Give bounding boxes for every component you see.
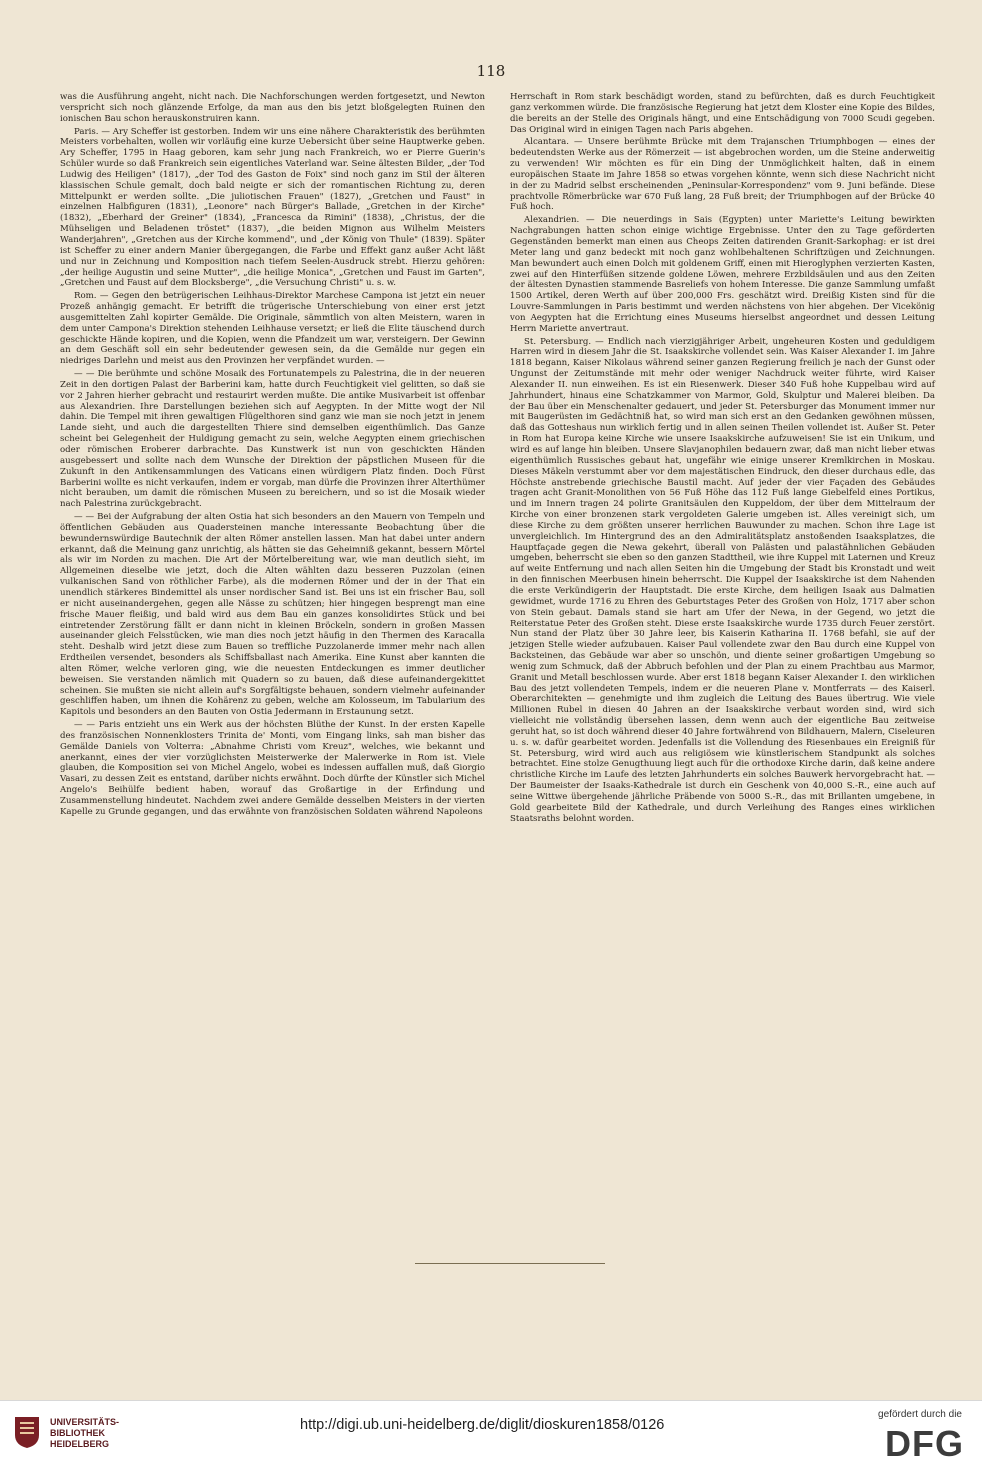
paragraph: St. Petersburg. — Endlich nach vierzigjähriger Arbeit, ungeheuren Kosten und geduldigem Harren wird in diesem Jahr die St. Isaakskirche vollendet sein. Was Kaiser Alexander I. im Jahre 1818 begann, Kaiser Nikolaus während seiner ganzen Regierung freilich je nach der Gunst oder Ungunst der Zeitumstände mit mehr oder weniger Nachdruck weiter führte, wird Kaiser Alexander II. nun einweihen. Es ist ein Riesenwerk. Dieser 340 Fuß hohe Kuppelbau wird auf Jahrhundert, hinaus eine Schatzkammer von Marmor, Gold, Skulptur und Malerei bleiben. Da der Bau über ein Menschenalter gedauert, und jeder St. Petersburger das Monument immer nur mit Baugerüsten im Gedächtniß hat, so wird man sich erst an den Gedanken gewöhnen müssen, daß das Gotteshaus nun wirklich fertig und in allen seinen Theilen vollendet ist. Außer St. Peter in Rom hat Europa keine Kirche wie unsere Isaakskirche aufzuweisen! Sie ist ein Unikum, und wird es auf lange hin bleiben. Unsere Slavjanophilen bedauern zwar, daß man nicht lieber etwas eigenthümlich Russisches gebaut hat, ungefähr wie einige unserer Kremlkirchen in Moskau. Dieses Mäkeln verstummt aber vor dem majestätischen Eindruck, den dieser durchaus edle, das Höchste anstrebende griechische Baustil macht. Auf jeder der vier Façaden des Gebäudes tragen acht Granit-Monolithen von 56 Fuß Höhe das 112 Fuß lange Giebelfeld eines Portikus, und im Innern tragen 24 polirte Granitsäulen den Kuppeldom, der über dem Mittelraum der Kirche von einer bronzenen stark vergoldeten Galerie umgeben ist. Alles vereinigt sich, um diese Kirche zu dem größten unserer herrlichen Bauwunder zu machen. Schon ihre Lage ist unvergleichlich. Im Hintergrund des an den Admiralitätsplatz anstoßenden Isaaksplatzes, die Hauptfaçade gegen die Newa gekehrt, überall von Palästen und palastähnlichen Gebäuden umgeben, beherrscht sie eben so den ganzen Stadttheil, wie ihre Kuppel mit Laternen und Kreuz auf weite Entfernung und nach allen Seiten hin die Umgebung der Stadt bis Kronstadt und weit in den finnischen Meerbusen hinein beherrscht. Die Kuppel der Isaakskirche ist dem Nahenden die erste Verkündigerin der Hauptstadt. Die erste Kirche, dem heiligen Isaak aus Dalmatien gewidmet, wurde 1716 zu Ehren des Geburtstages Peter des Großen von Holz, 1717 aber schon von Stein gebaut. Damals stand sie hart am Ufer der Newa, in der Gegend, wo jetzt die Reiterstatue Peter des Großen steht. Diese erste Isaakskirche wurde 1735 durch Feuer zerstört. Nun stand der Platz über 30 Jahre leer, bis Kaiserin Katharina II. 1768 befahl, sie auf der jetzigen Stelle wieder aufzubauen. Kaiser Paul vollendete zwar den Bau durch eine Kuppel von Backsteinen, das Gebäude war aber so unschön, und diente seiner großartigen Umgebung so wenig zum Schmuck, daß der Abbruch befohlen und der Plan zu einem Prachtbau aus Marmor, Granit und Metall beschlossen wurde. Aber erst 1818 begann Kaiser Alexander I. den wirklichen Bau des jetzt vollendeten Tempels, indem er die neueren Plane v. Montferrats — des Kaiserl. Oberarchitekten — genehmigte und ihm zugleich die Leitung des Baues übertrug. Wie viele Millionen Rubel in diesen 40 Jahren an der Isaakskirche verbaut worden sind, wird sich vielleicht nie vollständig übersehen lassen, denn wenn auch der eigentliche Bau zeitweise geruht hat, so ist doch während dieser 40 Jahre fortwährend von Bildhauern, Malern, Ciseleuren u. s. w. dafür gearbeitet worden. Jedenfalls ist die Vollendung des Riesenbaues ein Ereigniß für St. Petersburg, wird wird auch aus religiösem wie künstlerischem Standpunkt als solches betrachtet. Eine stolze Genugthuung liegt auch für die orthodoxe Kirche darin, daß keine andere christliche Kirche im Laufe des letzten Jahrhunderts ein solches Bauwerk hervorgebracht hat. — Der Baumeister der Isaaks-Kathedrale ist durch ein Geschenk von 40,000 S.-R., eine auch auf seine Wittwe übergehende jährliche Präbende von 5000 S.-R., das mit Brillanten umgebene, in Gold gearbeitete Bild der Kathedrale, und durch Verleihung des Ranges eines wirklichen Staatsraths belohnt worden. [510, 336, 935, 824]
right-column [510, 92, 935, 1072]
library-name-line: HEIDELBERG [50, 1439, 110, 1449]
left-column [60, 92, 485, 1262]
dfg-logo: DFG [885, 1423, 964, 1464]
funding-note: gefördert durch die [878, 1409, 962, 1420]
paragraph: Alcantara. — Unsere berühmte Brücke mit dem Trajanschen Triumphbogen — eines der bedeutendsten Werke aus der Römerzeit — ist abgebrochen worden, um die Steine anderweitig zu verwenden! Wir möchten es für ein Ding der Unmöglichkeit halten, daß in einem europäischen Staate im Jahre 1858 so etwas vorgehen könnte, wenn sich diese Nachricht nicht in der zu Madrid selbst erscheinenden „Peninsular-Korrespondenz" vom 9. Juni befände. Diese prachtvolle Römerbrücke war 670 Fuß lang, 28 Fuß breit; der Triumphbogen auf der Brücke 40 Fuß hoch. [510, 137, 935, 213]
university-seal-icon [12, 1415, 42, 1449]
permalink-url[interactable]: http://digi.ub.uni-heidelberg.de/diglit/dioskuren1858/0126 [300, 1417, 665, 1433]
library-logo-text [50, 1417, 160, 1450]
paragraph: was die Ausführung angeht, nicht nach. Die Nachforschungen werden fortgesetzt, und Newton verspricht sich noch glänzende Erfolge, da man aus den bis jetzt bloßgelegten Ruinen den ionischen Bau schon herauskonstruiren kann. [60, 92, 485, 124]
paragraph: — — Paris entzieht uns ein Werk aus der höchsten Blüthe der Kunst. In der ersten Kapelle des französischen Nonnenklosters Trinita de' Monti, vom Eingang links, sah man bisher das Gemälde Daniels von Volterra: „Abnahme Christi vom Kreuz", welches, wie bekannt und anerkannt, eines der vier vorzüglichsten Meisterwerke der Malerwerke in Rom ist. Viele glauben, die Komposition sei von Michel Angelo, wobei es indessen auffallen muß, daß Giorgio Vasari, zu dessen Zeit es entstand, darüber nichts erwähnt. Doch dürfte der Künstler sich Michel Angelo's Beihülfe bedient haben, worauf das Großartige in der Erfindung und Zusammenstellung hindeutet. Nachdem zwei andere Gemälde desselben Meisters in der vierten Kapelle zu Grunde gegangen, und das erwähnte von französischen Soldaten während Napoleons [60, 720, 485, 817]
library-name-line: BIBLIOTHEK [50, 1428, 105, 1438]
paragraph: Alexandrien. — Die neuerdings in Sais (Egypten) unter Mariette's Leitung bewirkten Nachgrabungen hatten schon einige wichtige Ergebnisse. Unter den zu Tage geförderten Gegenständen bemerkt man einen aus Cheops Zeiten datirenden Granit-Sarkophag: er ist drei Meter lang und ganz bedeckt mit noch ganz wohlbehaltenen Schriftzügen und Zeichnungen. Man bewundert auch einen Dolch mit goldenem Griff, einen mit Hieroglyphen verzierten Kasten, zwei auf den Hinterfüßen sitzende goldene Löwen, mehrere Erzbildsäulen und aus den Zeiten der ältesten Dynastien stammende Basreliefs von hohem Interesse. Die ganze Sammlung umfaßt 1500 Artikel, deren Werth auf über 200,000 Frs. geschätzt wird. Dreißig Kisten sind für die Louvre-Sammlungen in Paris bestimmt und werden nächstens von hier abgehen. Der Vicekönig von Aegypten hat die Errichtung eines Museums hierselbst angeordnet und dessen Leitung Herrn Mariette anvertraut. [510, 215, 935, 334]
paragraph: Herrschaft in Rom stark beschädigt worden, stand zu befürchten, daß es durch Feuchtigkeit ganz verkommen würde. Die französische Regierung hat jetzt dem Kloster eine Kopie des Bildes, die bereits an der Stelle des Originals hängt, und eine Entschädigung von 7000 Scudi gegeben. Das Original wird in einigen Tagen nach Paris abgehen. [510, 92, 935, 135]
paragraph: — — Bei der Aufgrabung der alten Ostia hat sich besonders an den Mauern von Tempeln und öffentlichen Gebäuden aus Quadersteinen manche interessante Beobachtung über die bewundernswürdige Bautechnik der alten Römer anstellen lassen. Man hat dabei unter andern erkannt, daß die Meinung ganz unrichtig, als hätten sie das Geheimniß gekannt, bessern Mörtel als wir im Norden zu machen. Die Art der Mörtelbereitung war, wie man deutlich sieht, im Allgemeinen dieselbe wie jetzt, doch die Alten wählten dazu besseren Puzzolan (einen vulkanischen Sand von röthlicher Farbe), als die modernen Römer und der in der That ein unendlich stärkeres Bindemittel als unser nordischer Sand ist. Bei uns ist ein frischer Bau, soll er nicht auseinandergehen, gegen alle Nässe zu schützen; hier hingegen besprengt man eine frische Mauer fleißig, und bald wird aus dem Bau ein ganzes konsolidirtes Stück und bei eintretender Zerstörung fällt er dann nicht in kleinen Bröckeln, sondern in großen Massen auseinander gleich Felsstücken, wie man dies noch jetzt häufig in den Thermen des Karacalla steht. Deshalb wird jetzt diese zum Bauen so treffliche Puzzolanerde immer mehr nach allen Erdtheilen versendet, besonders als Schiffsballast nach Amerika. Eine Kunst aber kannten die alten Römer, welche verloren ging, wie die neuesten Entdeckungen es immer deutlicher beweisen. Sie verstanden nämlich mit Quadern so zu bauen, daß diese aufeinandergekittet scheinen. Sie mußten sie nicht allein auf's Sorgfältigste behauen, sondern vielmehr aufeinander geschliffen haben, um ihnen die Kohärenz zu geben, welche am Kolosseum, im Tabularium des Kapitols und besonders an den Bauten von Ostia Jedermann in Erstaunung setzt. [60, 512, 485, 718]
page-number: 118 [476, 62, 506, 80]
footer-bar [0, 1400, 982, 1465]
paragraph: — — Die berühmte und schöne Mosaik des Fortunatempels zu Palestrina, die in der neueren Zeit in den dortigen Palast der Barberini kam, hatte durch Feuchtigkeit viel gelitten, so daß sie vor 2 Jahren hierher gebracht und restaurirt werden mußte. Die antike Musivarbeit ist offenbar aus Alexandrien. Ihre Darstellungen beziehen sich auf Aegypten. In der Mitte wogt der Nil dahin. Die Tempel mit ihren gewaltigen Flügelthoren sind ganz wie man sie noch jetzt in jenem Lande sieht, und auch die dargestellten Thiere sind demselben eigenthümlich. Das Ganze scheint bei Gelegenheit der Huldigung gemacht zu sein, welche Aegypten einem griechischen oder römischen Eroberer darbrachte. Das Kunstwerk ist nun von geschickten Händen ausgebessert und sollte nach dem Wunsche der Direktion der päpstlichen Museen für die Zukunft in den Antikensammlungen des Vaticans einen würdigern Platz finden. Doch Fürst Barberini wollte es nicht verkaufen, indem er vorgab, man dürfe die Provinzen ihrer Alterthümer nicht berauben, um damit die römischen Museen zu bereichern, und so ist die Mosaik wieder nach Palestrina zurückgebracht. [60, 369, 485, 510]
library-name-line: UNIVERSITÄTS- [50, 1417, 120, 1427]
paragraph: Rom. — Gegen den betrügerischen Leihhaus-Direktor Marchese Campona ist jetzt ein neuer Prozeß anhängig gemacht. Er betrifft die trügerische Unterschiebung von einer erst jetzt ausgemittelten Zahl kopirter Gemälde. Die Originale, sämmtlich von alten Meistern, waren in dem unter Campona's Direktion stehenden Leihhause versetzt; er ließ die Elite täuschend durch geschickte Hände kopiren, und die Kopien, wenn die Pfandzeit um war, versteigern. Der Gewinn an dem Geschäft soll ein sehr bedeutender gewesen sein, da die Gemälde nur gegen ein niedriges Darlehn und meist aus den Provinzen her verpfändet wurden. — [60, 291, 485, 367]
paragraph: Paris. — Ary Scheffer ist gestorben. Indem wir uns eine nähere Charakteristik des berühmten Meisters vorbehalten, wollen wir vorläufig eine kurze Uebersicht über seine Hauptwerke geben. Ary Scheffer, 1795 in Haag geboren, kam sehr jung nach Frankreich, wo er Pierre Guerin's Schüler wurde so daß Frankreich sein eigentliches Vaterland war. Seine ältesten Bilder, „der Tod Ludwig des Heiligen" (1817), „der Tod des Gaston de Foix" sind noch ganz im Stil der älteren klassischen Schule gemalt, doch bald neigte er sich der romantischen Richtung zu, deren Mittelpunkt er werden sollte. „Die juliotischen Frauen" (1827), „Gretchen und Faust" in einzelnen Halbfiguren (1831), „Leonore" nach Bürger's Ballade, „Gretchen in der Kirche" (1832), „Eberhard der Greiner" (1834), „Francesca da Rimini" (1838), „Christus, der die Mühseligen und Beladenen tröstet" (1837), „die beiden Mignon aus Wilhelm Meisters Wanderjahren", „Gretchen aus der Kirche kommend", und „der König von Thule" (1839). Später ist Scheffer zu einer andern Manier übergegangen, die Farbe und Effekt ganz außer Acht läßt und nur in Zeichnung und Komposition nach tiefem Seelen-Ausdruck strebt. Hierzu gehören: „der heilige Augustin und seine Mutter", „die heilige Monica", „Gretchen und Faust im Garten", „Gretchen und Faust auf dem Blocksberge", „die Versuchung Christi" u. s. w. [60, 126, 485, 289]
column-end-rule [415, 1263, 605, 1264]
